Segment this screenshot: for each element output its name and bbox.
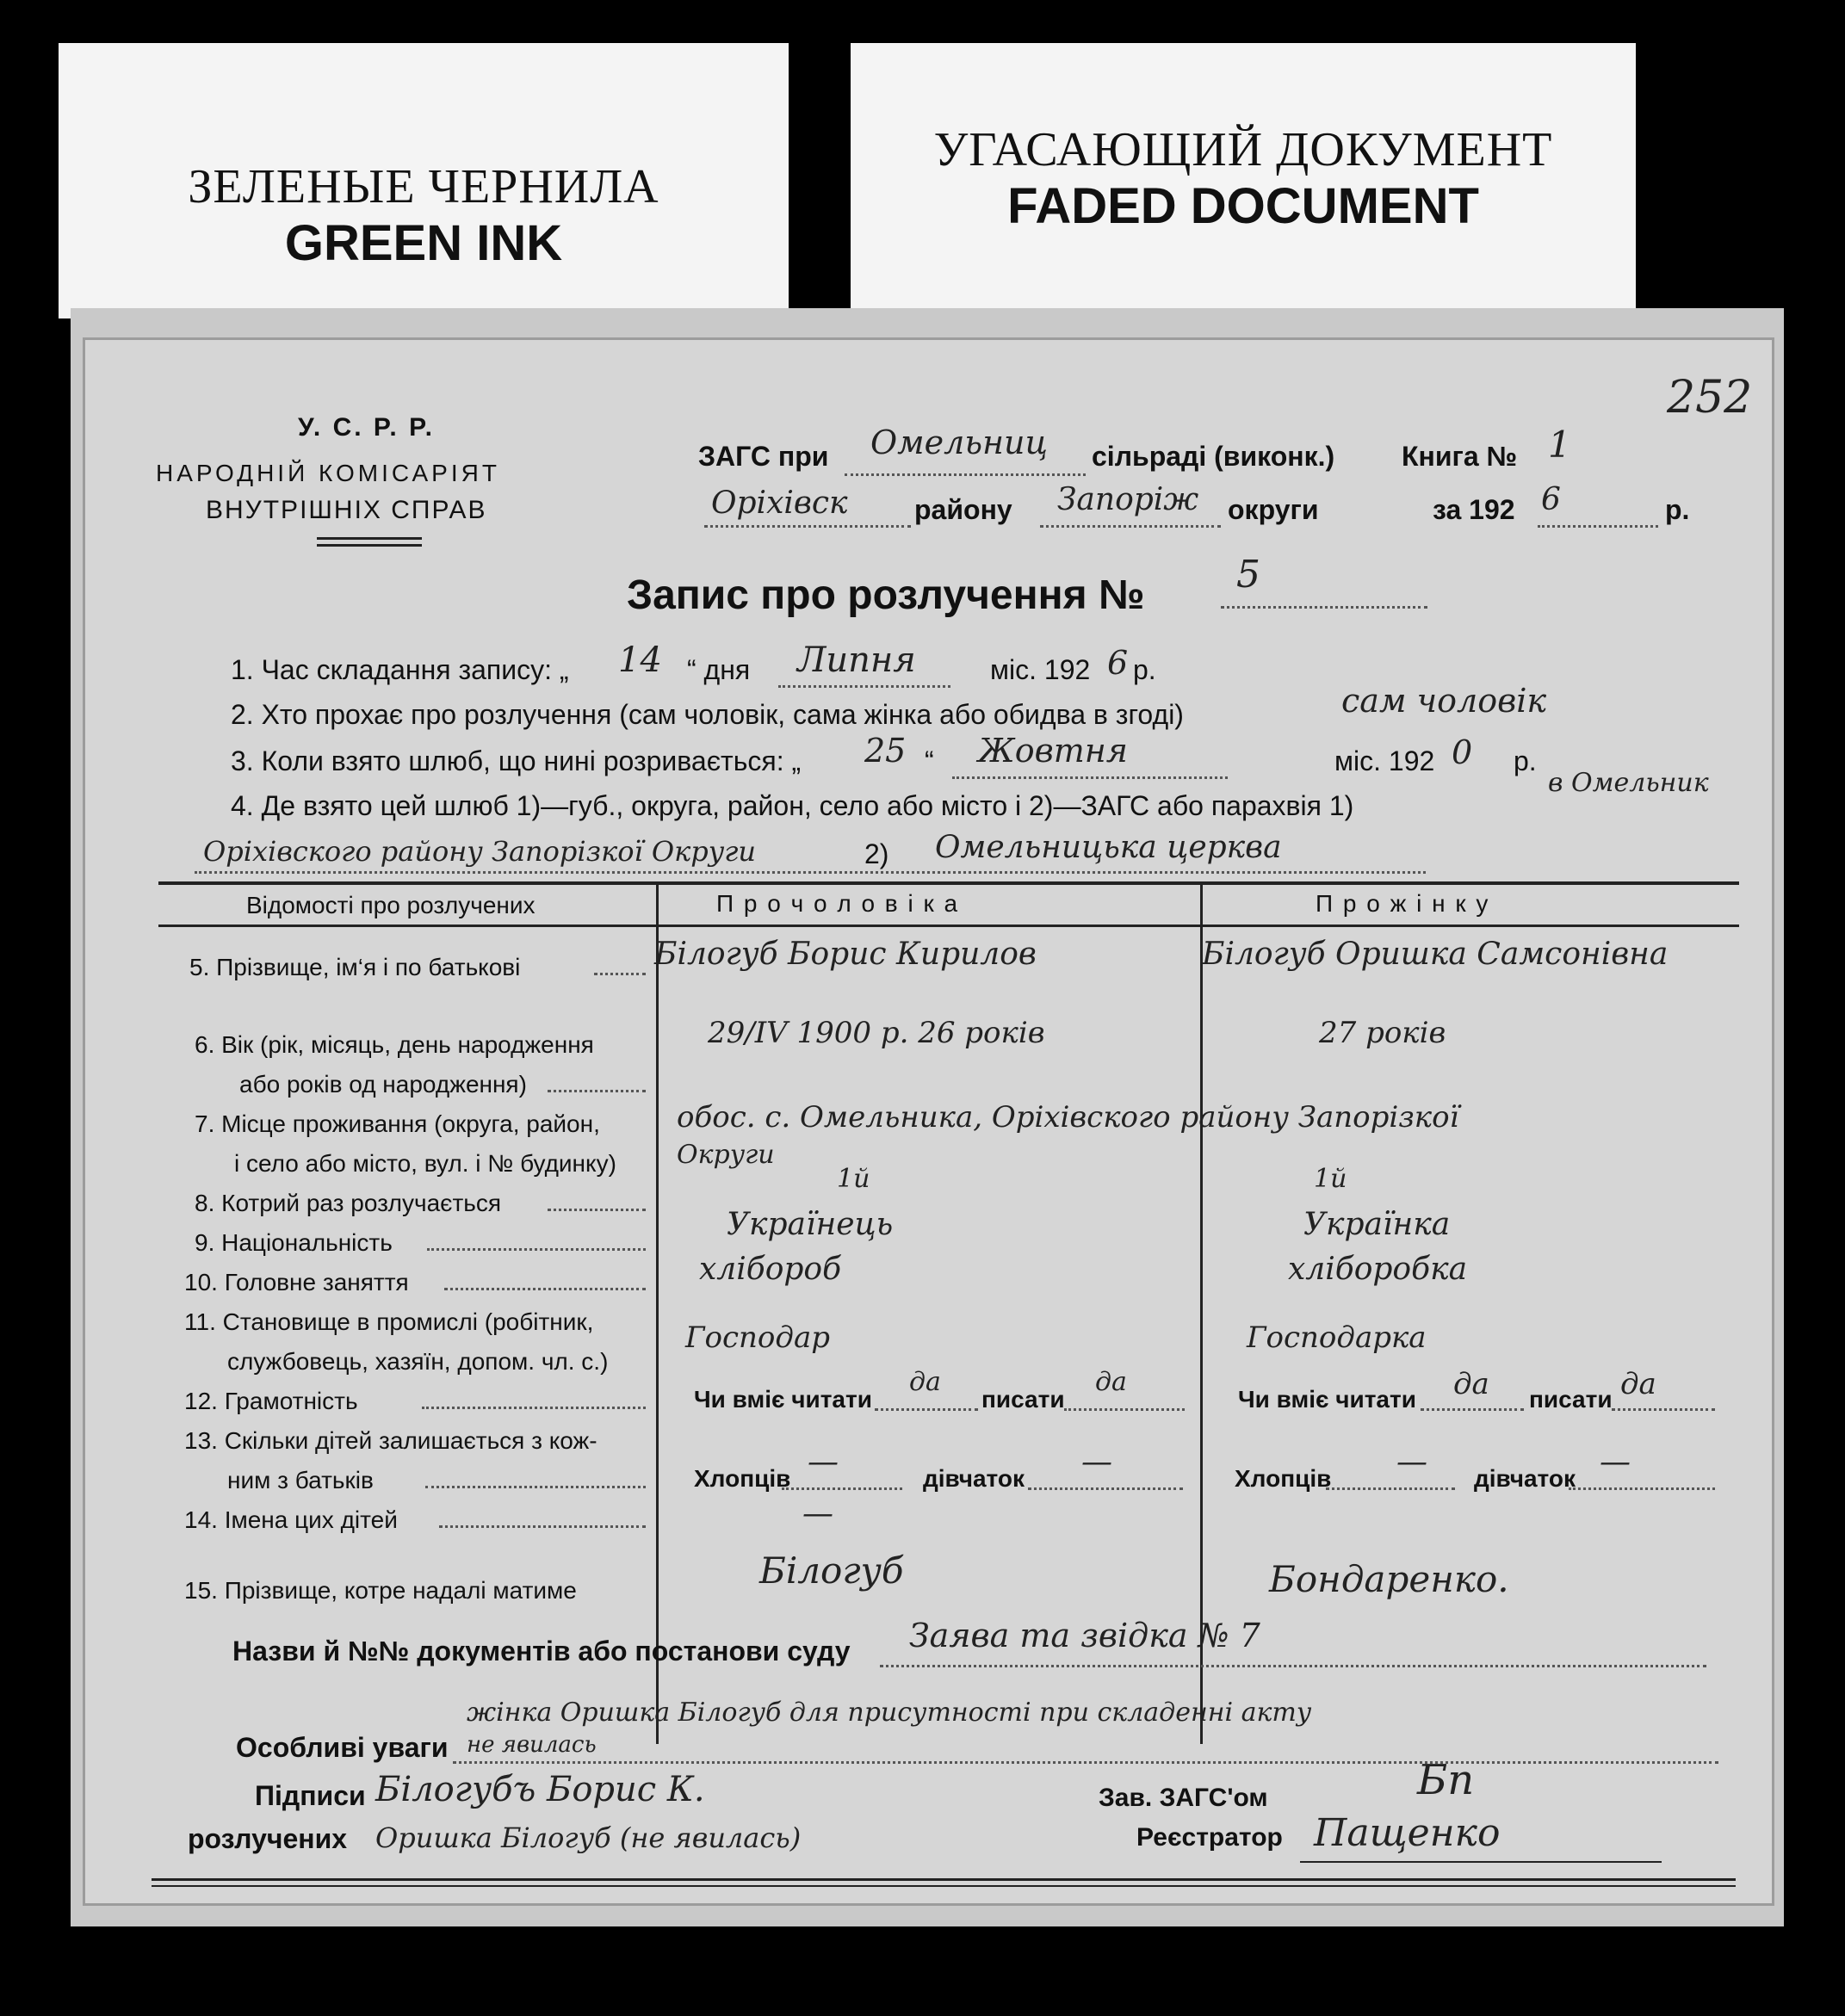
year-label: за 192: [1433, 494, 1515, 525]
row8-label: 8. Котрий раз розлучається: [195, 1190, 502, 1216]
district-line: [704, 525, 911, 528]
wife-girls-line: [1569, 1487, 1715, 1490]
faded-document-label-en: FADED DOCUMENT: [1007, 178, 1479, 234]
wife-read-line: [1421, 1408, 1524, 1411]
zags-prefix: ЗАГС при: [698, 441, 829, 472]
row-leader: [444, 1288, 646, 1290]
q3-day-label: “: [925, 745, 934, 776]
q4-answer1-hw: в Омельник: [1548, 768, 1709, 798]
faded-document-label-card: [851, 43, 1636, 318]
q1-day-hw: 14: [618, 640, 662, 680]
row10-label: 10. Головне заняття: [184, 1269, 409, 1296]
row-leader: [427, 1248, 646, 1251]
col-header-info: Відомості про розлучених: [246, 892, 536, 918]
header-ussr: У. С. Р. Р.: [298, 413, 435, 442]
zags-suffix: сільраді (виконк.): [1092, 441, 1335, 472]
sign-label2: розлучених: [188, 1823, 348, 1854]
wife-boys-hw: —: [1396, 1444, 1427, 1480]
row14-label: 14. Імена цих дітей: [184, 1506, 398, 1533]
registrar-label: Реєстратор: [1136, 1823, 1283, 1852]
docs-label: Назви й №№ документів або постанови суду: [232, 1636, 851, 1667]
q3-label: 3. Коли взято шлюб, що нині розривається: „: [231, 745, 802, 776]
wife-boys-line: [1326, 1487, 1455, 1490]
row11-label2: службовець, хазяїн, допом. чл. с.): [227, 1348, 609, 1375]
row-leader: [439, 1525, 646, 1528]
row-leader: [425, 1486, 646, 1488]
row11-wife-hw: Господарка: [1247, 1320, 1427, 1355]
zags-village-line: [845, 473, 1086, 476]
q3-year-hw: 0: [1452, 733, 1473, 771]
page-number: 252: [1667, 372, 1753, 424]
row6-husband-hw: 29/IV 1900 р. 26 років: [708, 1016, 1045, 1050]
district-label: району: [914, 494, 1012, 525]
q2-answer-hw: сам чоловік: [1341, 682, 1547, 720]
husband-read-line: [875, 1408, 978, 1411]
year-line: [1538, 525, 1658, 528]
row6-label1: 6. Вік (рік, місяць, день народження: [195, 1031, 594, 1058]
row7-label1: 7. Місце проживання (округа, район,: [195, 1110, 600, 1137]
husband-girls-label: дівчаток: [923, 1465, 1025, 1492]
okrug-label: округи: [1228, 494, 1319, 525]
husband-write-label: писати: [981, 1386, 1065, 1413]
year-suffix: р.: [1665, 494, 1690, 525]
q1-day-label: “ дня: [687, 654, 751, 685]
district-hw: Оріхівск: [711, 485, 848, 521]
wife-boys-label: Хлопців: [1235, 1465, 1332, 1492]
husband-read-hw: да: [909, 1367, 941, 1397]
q1-month-label: міс. 192: [990, 654, 1091, 685]
bottom-rule: [152, 1878, 1736, 1881]
q4-label: 4. Де взято цей шлюб 1)—губ., округа, район, село або місто і 2)—ЗАГС або парахвія 1): [231, 790, 1354, 821]
q4-answer3-hw: Омельницька церква: [935, 830, 1282, 865]
row8-wife-hw: 1й: [1314, 1164, 1347, 1194]
wife-read-label: Чи вміє читати: [1238, 1386, 1416, 1413]
bottom-rule: [152, 1885, 1736, 1887]
registrar-signature: Пащенко: [1314, 1811, 1501, 1855]
husband-boys-line: [782, 1487, 902, 1490]
q3-month-line: [952, 776, 1228, 779]
q1-label: 1. Час складання запису: „: [231, 654, 569, 685]
q3-month-label: міс. 192: [1334, 745, 1435, 776]
q3-day-hw: 25: [864, 732, 907, 770]
wife-write-label: писати: [1529, 1386, 1613, 1413]
okrug-line: [1040, 525, 1221, 528]
q1-month-hw: Липня: [797, 640, 916, 680]
q4-label2: 2): [864, 838, 889, 869]
book-number-hw: 1: [1548, 424, 1571, 466]
notes-label: Особливі уваги: [236, 1732, 449, 1763]
row6-label2: або років од народження): [239, 1071, 527, 1098]
husband-read-label: Чи вміє читати: [694, 1386, 872, 1413]
row7-label2: і село або місто, вул. і № будинку): [234, 1150, 616, 1177]
row9-wife-hw: Українка: [1303, 1207, 1451, 1242]
col-header-husband: П р о ч о л о в і к а: [716, 890, 960, 917]
header-rule: [317, 537, 422, 540]
row7-husband-hw: обос. с. Омельника, Оріхівского району Запорізкої: [677, 1100, 1459, 1135]
q1-year-hw: 6: [1107, 644, 1129, 682]
row6-wife-hw: 27 років: [1319, 1016, 1446, 1050]
q4-line: [195, 871, 1426, 874]
green-ink-label-ru: ЗЕЛЕНЫЕ ЧЕРНИЛА: [188, 160, 659, 213]
docs-hw: Заява та звідка № 7: [909, 1617, 1260, 1654]
row5-label: 5. Прізвище, ім‘я і по батькові: [189, 954, 521, 980]
header-internal-affairs: ВНУТРІШНІХ СПРАВ: [206, 496, 487, 524]
divorce-record-sheet: [83, 337, 1774, 1906]
row9-husband-hw: Українець: [727, 1207, 894, 1242]
table-header-rule: [158, 925, 1739, 927]
row15-wife-hw: Бондаренко.: [1269, 1558, 1509, 1600]
q2-label: 2. Хто прохає про розлучення (сам чоловік, сама жінка або обидва в згоді): [231, 699, 1184, 730]
row-leader: [548, 1090, 646, 1092]
row10-husband-hw: хлібороб: [699, 1252, 842, 1287]
row9-label: 9. Національність: [195, 1229, 393, 1256]
record-number-line: [1221, 606, 1427, 609]
row15-husband-hw: Білогуб: [759, 1549, 904, 1592]
row5-wife-hw: Білогуб Оришка Самсонівна: [1202, 937, 1669, 972]
row7-husband-hw2: Округи: [677, 1140, 775, 1170]
husband-boys-hw: —: [808, 1444, 839, 1480]
wife-write-hw: да: [1620, 1367, 1656, 1401]
notes-hw1: жінка Оришка Білогуб для присутності при складенні акту: [467, 1698, 1312, 1728]
green-ink-label-en: GREEN INK: [284, 215, 563, 271]
table-divider-1: [656, 883, 659, 1744]
row-leader: [548, 1209, 646, 1211]
q4-answer2-hw: Оріхівского району Запорізкої Округи: [203, 835, 757, 868]
notes-line: [453, 1761, 1718, 1764]
row15-label: 15. Прізвище, котре надалі матиме: [184, 1577, 577, 1604]
q1-year-suffix: р.: [1133, 654, 1156, 685]
wife-write-line: [1612, 1408, 1715, 1411]
row11-husband-hw: Господар: [685, 1320, 830, 1355]
row5-husband-hw: Білогуб Борис Кирилов: [654, 937, 1037, 972]
record-title: Запис про розлучення №: [627, 572, 1145, 618]
husband-boys-label: Хлопців: [694, 1465, 791, 1492]
row8-husband-hw: 1й: [837, 1164, 870, 1194]
faded-document-label-ru: УГАСАЮЩИЙ ДОКУМЕНТ: [933, 123, 1553, 176]
docs-line: [880, 1665, 1706, 1667]
row11-label1: 11. Становище в промислі (робітник,: [184, 1308, 594, 1335]
year-hw: 6: [1541, 482, 1561, 517]
row10-wife-hw: хліборобка: [1288, 1252, 1468, 1287]
sign-label1: Підписи: [255, 1780, 366, 1811]
husband-girls-line: [1028, 1487, 1183, 1490]
husband-write-hw: да: [1095, 1367, 1127, 1397]
husband-girls-hw: —: [1081, 1444, 1112, 1480]
wife-read-hw: да: [1453, 1367, 1489, 1401]
col-header-wife: П р о ж і н к у: [1316, 890, 1490, 917]
head-signature: Бп: [1417, 1756, 1475, 1804]
row13-label1: 13. Скільки дітей залишається з кож-: [184, 1427, 597, 1454]
notes-hw2: не явилась: [467, 1732, 597, 1758]
table-top-rule: [158, 881, 1739, 885]
okrug-hw: Запоріж: [1057, 482, 1199, 517]
header-rule: [317, 544, 422, 547]
header-commissariat: НАРОДНІЙ КОМІСАРІЯТ: [156, 460, 500, 486]
row-leader: [422, 1407, 646, 1409]
table-divider-2: [1200, 883, 1203, 1744]
zags-village-hw: Омельниц: [870, 424, 1049, 461]
husband-write-line: [1064, 1408, 1185, 1411]
book-label: Книга №: [1402, 441, 1518, 472]
head-label: Зав. ЗАГС'ом: [1099, 1784, 1268, 1812]
sign-hw1: Білогубъ Борис К.: [375, 1770, 705, 1809]
row13-label2: ним з батьків: [227, 1467, 374, 1493]
record-number-hw: 5: [1236, 553, 1260, 597]
registrar-line: [1300, 1861, 1662, 1863]
green-ink-label-card: [59, 43, 789, 318]
row14-husband-hw: —: [802, 1496, 833, 1531]
wife-girls-hw: —: [1600, 1444, 1631, 1480]
q1-month-line: [778, 685, 950, 688]
row-leader: [594, 973, 646, 975]
wife-girls-label: дівчаток: [1474, 1465, 1576, 1492]
q3-month-hw: Жовтня: [978, 732, 1128, 770]
q3-year-suffix: р.: [1514, 745, 1537, 776]
row12-label: 12. Грамотність: [184, 1388, 358, 1414]
sign-hw2: Оришка Білогуб (не явилась): [375, 1821, 802, 1854]
